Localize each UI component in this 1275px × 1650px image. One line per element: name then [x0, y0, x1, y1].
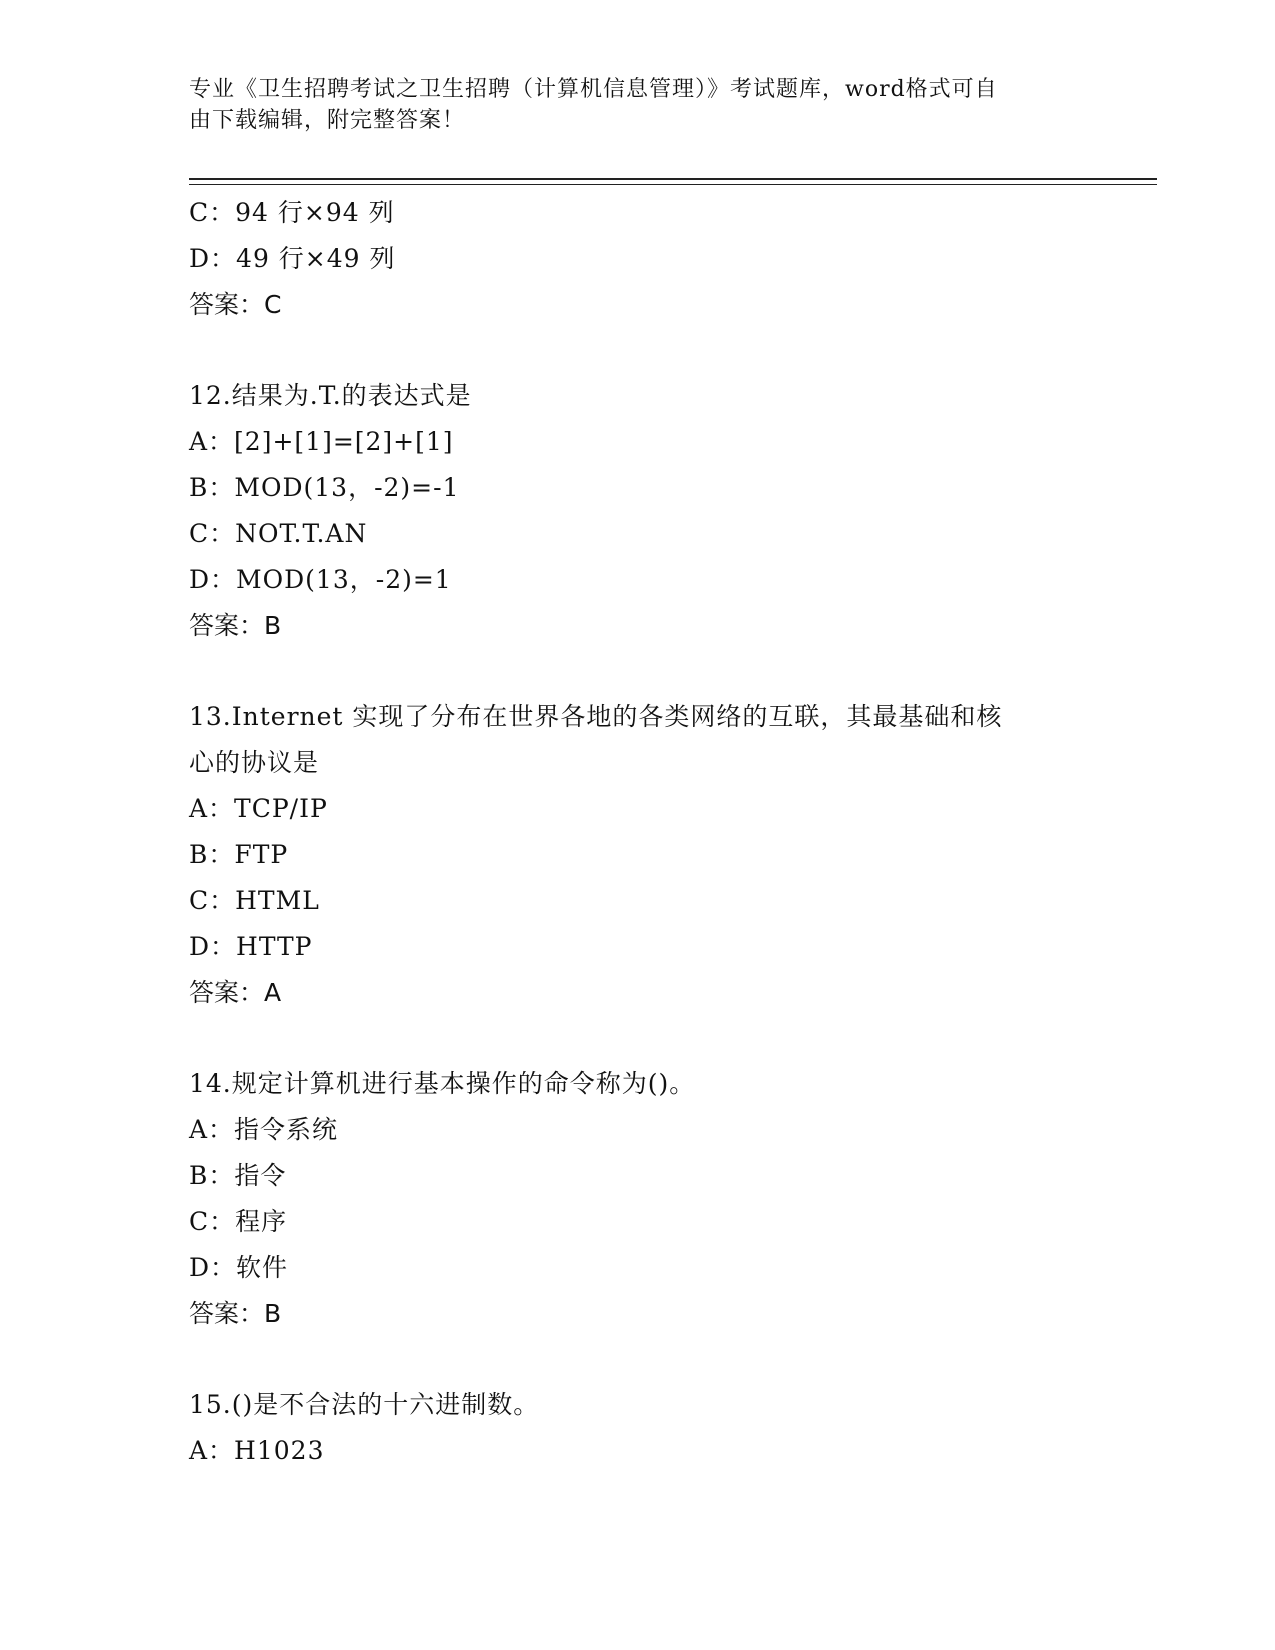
option-d: D：软件 — [189, 1253, 289, 1282]
question-stem-line-2: 心的协议是 — [189, 748, 320, 777]
option-c: C：94 行×94 列 — [189, 198, 395, 227]
question-11 — [189, 190, 1139, 328]
option-b: B：MOD(13，-2)=-1 — [189, 473, 460, 502]
header-divider-thick — [189, 178, 1157, 180]
option-d: D：HTTP — [189, 932, 313, 961]
header-line-1: 专业《卫生招聘考试之卫生招聘（计算机信息管理）》考试题库，word格式可自 — [189, 77, 998, 102]
option-d: D：MOD(13，-2)=1 — [189, 565, 452, 594]
spacer — [189, 1016, 1139, 1061]
question-list — [189, 190, 1139, 1474]
option-a: A：TCP/IP — [189, 794, 328, 823]
question-15 — [189, 1382, 1139, 1474]
question-stem-line-1: 13.Internet 实现了分布在世界各地的各类网络的互联，其最基础和核 — [189, 702, 1003, 731]
option-b: B：指令 — [189, 1161, 287, 1190]
question-13 — [189, 694, 1139, 1016]
header-line-2: 由下载编辑，附完整答案！ — [189, 108, 466, 133]
question-14 — [189, 1061, 1139, 1337]
spacer — [189, 328, 1139, 373]
answer-label: 答案：C — [189, 290, 282, 319]
answer-label: 答案：B — [189, 1299, 282, 1328]
option-c: C：程序 — [189, 1207, 288, 1236]
option-a: A：[2]+[1]=[2]+[1] — [189, 427, 454, 456]
option-b: B：FTP — [189, 840, 289, 869]
question-stem: 15.()是不合法的十六进制数。 — [189, 1390, 540, 1419]
spacer — [189, 649, 1139, 694]
question-stem: 14.规定计算机进行基本操作的命令称为()。 — [189, 1069, 696, 1098]
document-header — [189, 74, 1089, 136]
option-a: A：H1023 — [189, 1436, 325, 1465]
question-12 — [189, 373, 1139, 649]
option-c: C：NOT.T.AN — [189, 519, 368, 548]
answer-label: 答案：A — [189, 978, 282, 1007]
spacer — [189, 1337, 1139, 1382]
option-d: D：49 行×49 列 — [189, 244, 396, 273]
answer-label: 答案：B — [189, 611, 282, 640]
option-a: A：指令系统 — [189, 1115, 339, 1144]
option-c: C：HTML — [189, 886, 320, 915]
question-stem: 12.结果为.T.的表达式是 — [189, 381, 472, 410]
header-divider-thin — [189, 184, 1157, 185]
